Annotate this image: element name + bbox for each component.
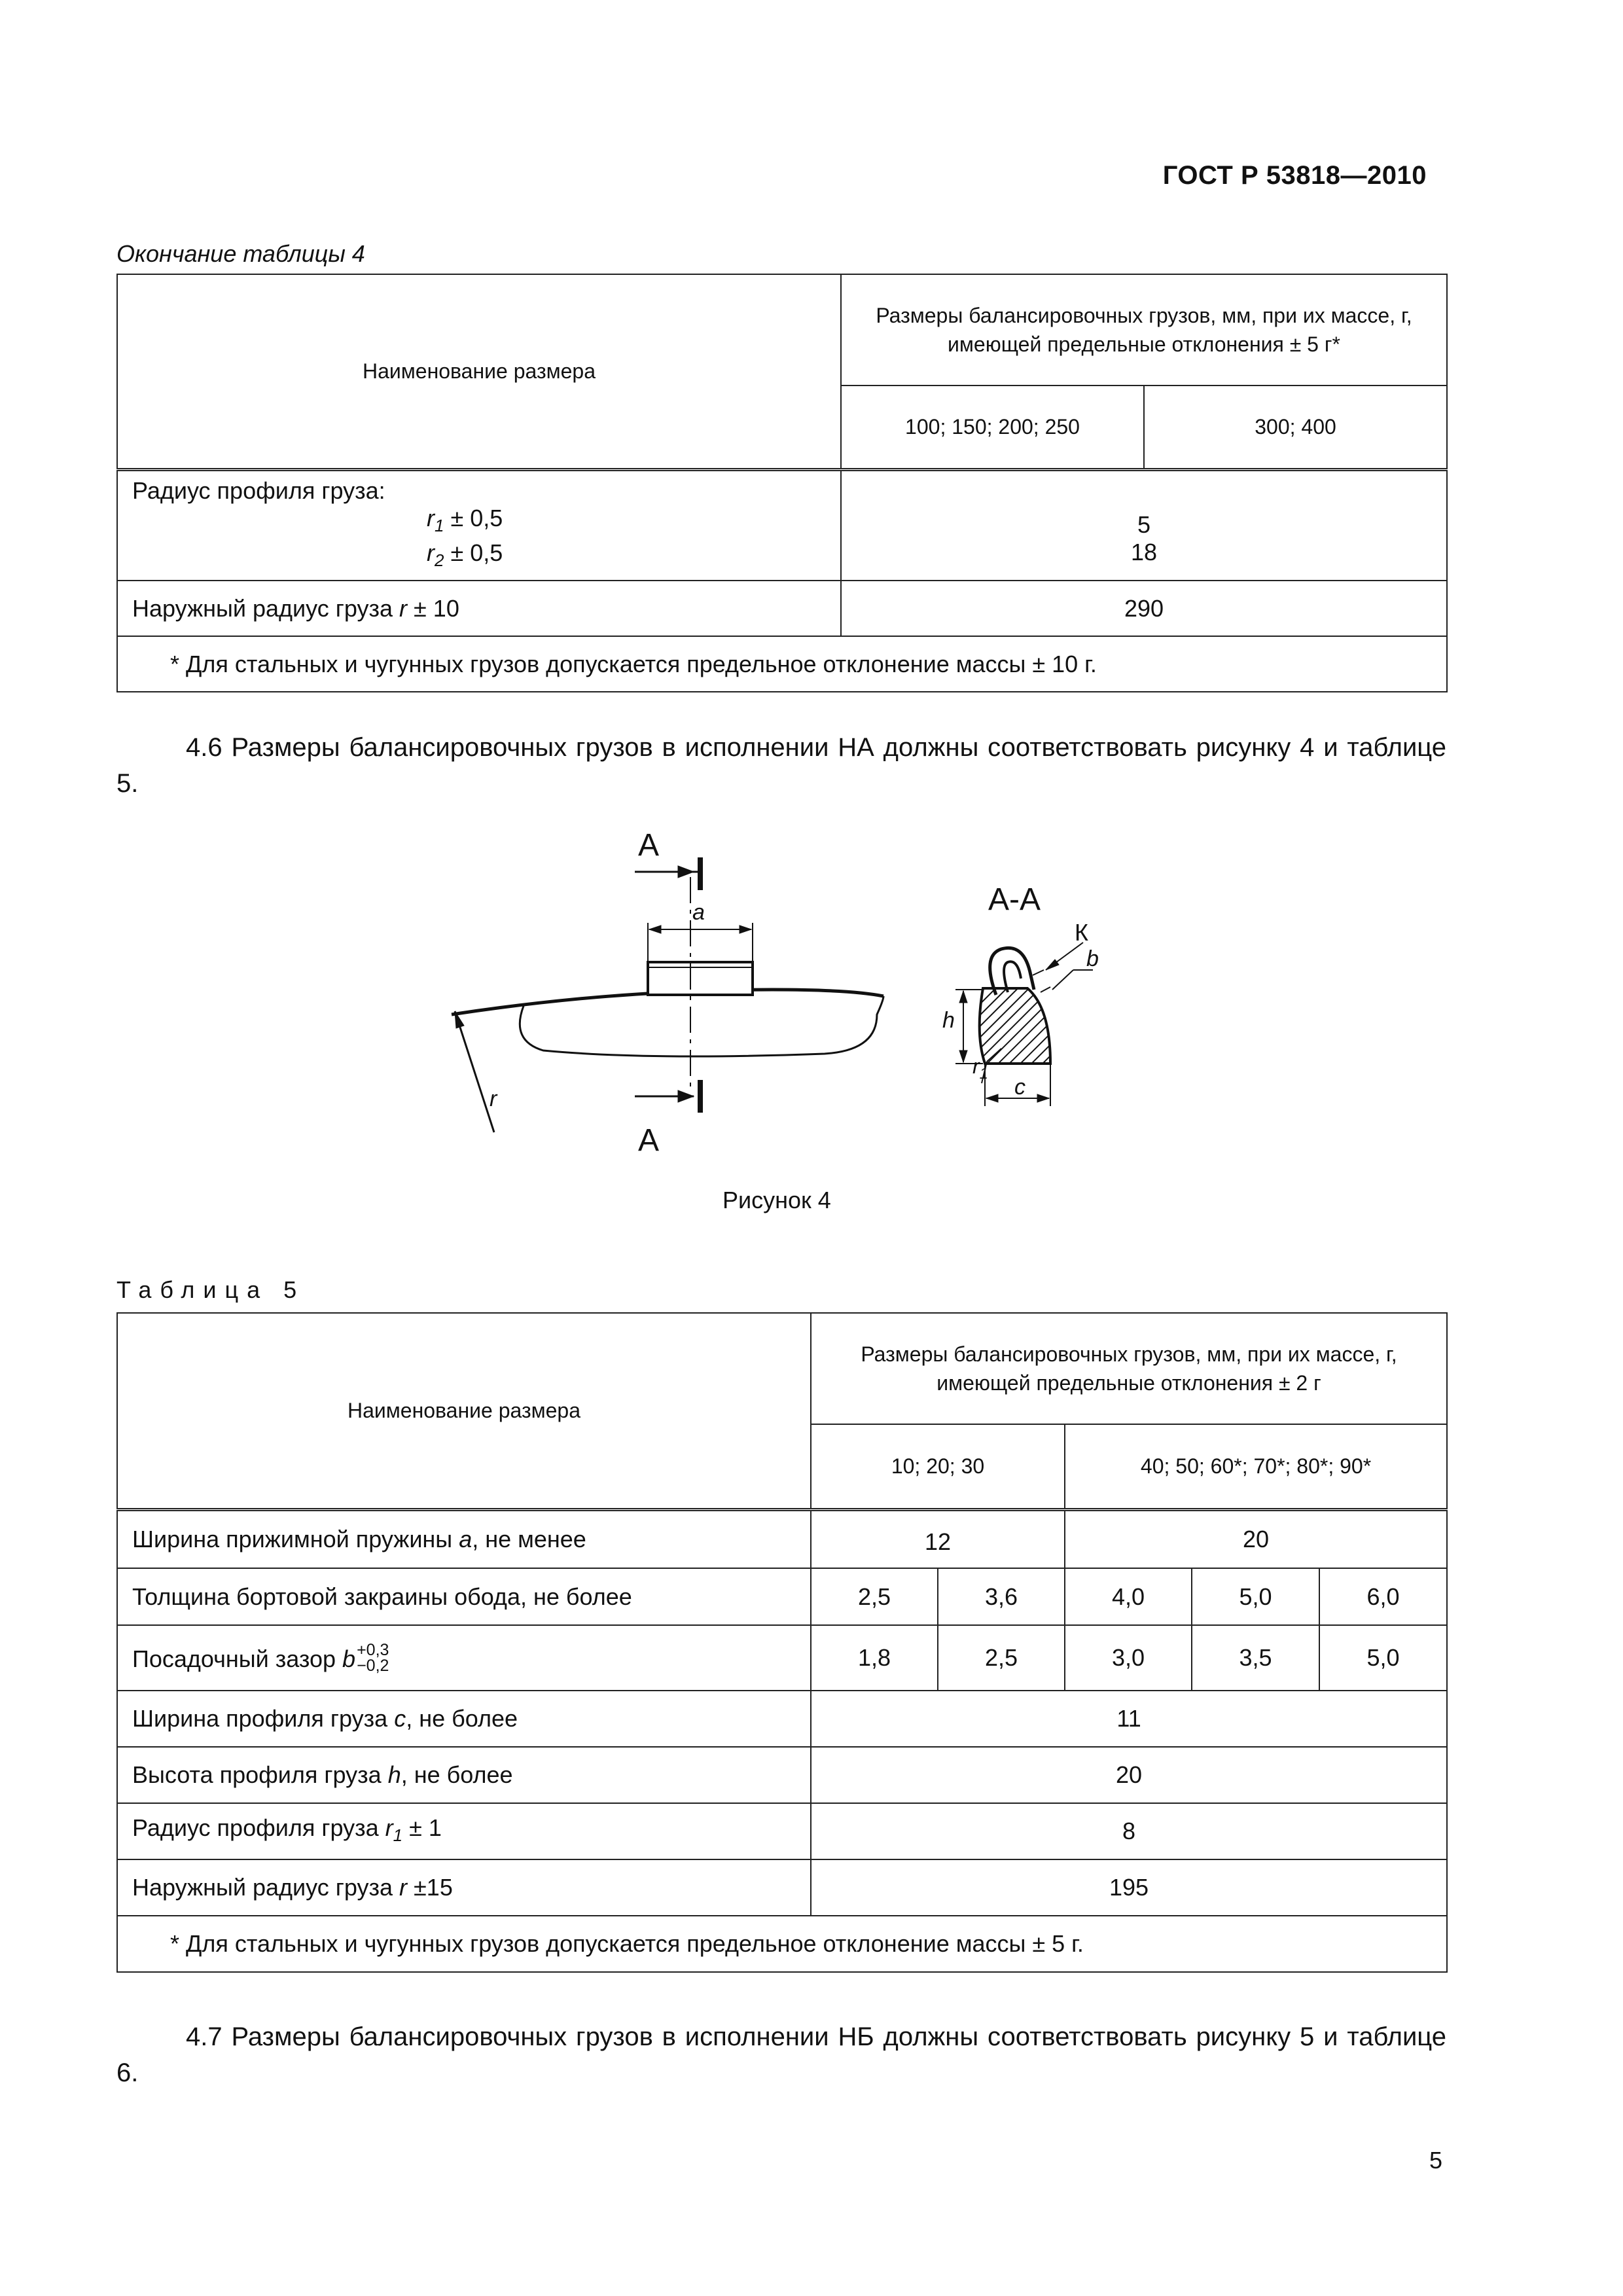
table5-flange-value: 4,0 <box>1065 1568 1192 1625</box>
table4-footnote: * Для стальных и чугунных грузов допускается предельное отклонение массы ± 10 г. <box>117 636 1447 692</box>
table4-r1-value: 5 <box>1137 511 1151 538</box>
figure4-section-label-bottom: А <box>638 1123 660 1158</box>
figure4-label-h: h <box>942 1008 955 1033</box>
table5-gap-label: Посадочный зазор b +0,3 −0,2 <box>117 1625 811 1691</box>
table5-flange-value: 2,5 <box>811 1568 938 1625</box>
table5 <box>116 1312 1448 1973</box>
table4-radius-title: Радиус профиля груза: <box>132 476 385 504</box>
table5-outer-value: 195 <box>811 1859 1447 1916</box>
figure4-caption: Рисунок 4 <box>722 1187 831 1213</box>
table4-name-header: Наименование размера <box>117 274 841 469</box>
table5-footnote: * Для стальных и чугунных грузов допускается предельное отклонение массы ± 5 г. <box>117 1916 1447 1972</box>
table5-height-value: 20 <box>811 1747 1447 1803</box>
table4 <box>116 274 1448 692</box>
table5-gap-tolerance: +0,3 −0,2 <box>357 1641 389 1675</box>
figure4-side-view <box>452 857 883 1132</box>
table4-r1-label: $r_1 \pm 0,5$ <box>427 504 503 535</box>
table4-sizes-header: Размеры балансировочных грузов, мм, при их массе, г, имеющей предельные отклонения ± 5 г* <box>841 274 1447 386</box>
table4-r2-value: 18 <box>1130 538 1158 565</box>
table5-name-header: Наименование размера <box>117 1313 811 1509</box>
table4-r2-label: $r_2 \pm 0,5$ <box>427 539 503 570</box>
page-number: 5 <box>1429 2147 1442 2174</box>
table5-radius-value: 8 <box>811 1803 1447 1859</box>
table5-mass-group-1: 10; 20; 30 <box>811 1424 1065 1509</box>
table5-outer-label: Наружный радиус груза r ±15 <box>117 1859 811 1916</box>
table4-radius-values <box>841 469 1447 581</box>
table5-gap-value: 3,5 <box>1192 1625 1319 1691</box>
document-code: ГОСТ Р 53818—2010 <box>1162 161 1427 190</box>
table5-spring-label: Ширина прижимной пружины a, не менее <box>117 1509 811 1568</box>
table5-gap-value: 5,0 <box>1319 1625 1447 1691</box>
figure4-section-label-top: А <box>638 828 660 863</box>
table4-outer-value: 290 <box>841 581 1447 636</box>
figure4-label-b: b <box>1086 946 1099 971</box>
table4-mass-group-2: 300; 400 <box>1144 386 1447 469</box>
figure-4 <box>432 818 1126 1158</box>
figure4-label-a: a <box>692 900 705 925</box>
table5-flange-label: Толщина бортовой закраины обода, не более <box>117 1568 811 1625</box>
table5-flange-value: 3,6 <box>938 1568 1065 1625</box>
table4-outer-label: Наружный радиус груза r ± 10 <box>117 581 841 636</box>
table4-radius-cell <box>117 469 841 581</box>
figure4-section-title: А-А <box>988 882 1041 917</box>
table5-caption: Таблица 5 <box>116 1276 306 1303</box>
table4-mass-group-1: 100; 150; 200; 250 <box>841 386 1144 469</box>
figure4-label-c: c <box>1014 1075 1026 1100</box>
table5-gap-value: 1,8 <box>811 1625 938 1691</box>
table5-sizes-header: Размеры балансировочных грузов, мм, при их массе, г, имеющей предельные отклонения ± 2 г <box>811 1313 1447 1424</box>
table5-mass-group-2: 40; 50; 60*; 70*; 80*; 90* <box>1065 1424 1447 1509</box>
table5-radius-label: Радиус профиля груза $r_1 \pm 1$ <box>117 1803 811 1859</box>
table5-height-label: Высота профиля груза h, не более <box>117 1747 811 1803</box>
table4-caption: Окончание таблицы 4 <box>116 240 365 267</box>
paragraph-4-6: 4.6 Размеры балансировочных грузов в исполнении НА должны соответствовать рисунку 4 и таблице 5. <box>116 733 1446 798</box>
table5-flange-value: 6,0 <box>1319 1568 1447 1625</box>
figure4-label-k: К <box>1075 919 1088 946</box>
table5-width-value: 11 <box>811 1691 1447 1747</box>
table5-spring-value-2: 20 <box>1065 1509 1447 1568</box>
table5-gap-value: 3,0 <box>1065 1625 1192 1691</box>
table5-flange-value: 5,0 <box>1192 1568 1319 1625</box>
paragraph-4-7: 4.7 Размеры балансировочных грузов в исполнении НБ должны соответствовать рисунку 5 и таблице 6. <box>116 2022 1446 2087</box>
figure4-label-r: r <box>490 1086 497 1111</box>
table5-width-label: Ширина профиля груза c, не более <box>117 1691 811 1747</box>
table5-gap-value: 2,5 <box>938 1625 1065 1691</box>
table5-spring-value-1: 12 <box>811 1509 1065 1568</box>
figure4-label-r1: $r_1$ <box>972 1054 989 1083</box>
